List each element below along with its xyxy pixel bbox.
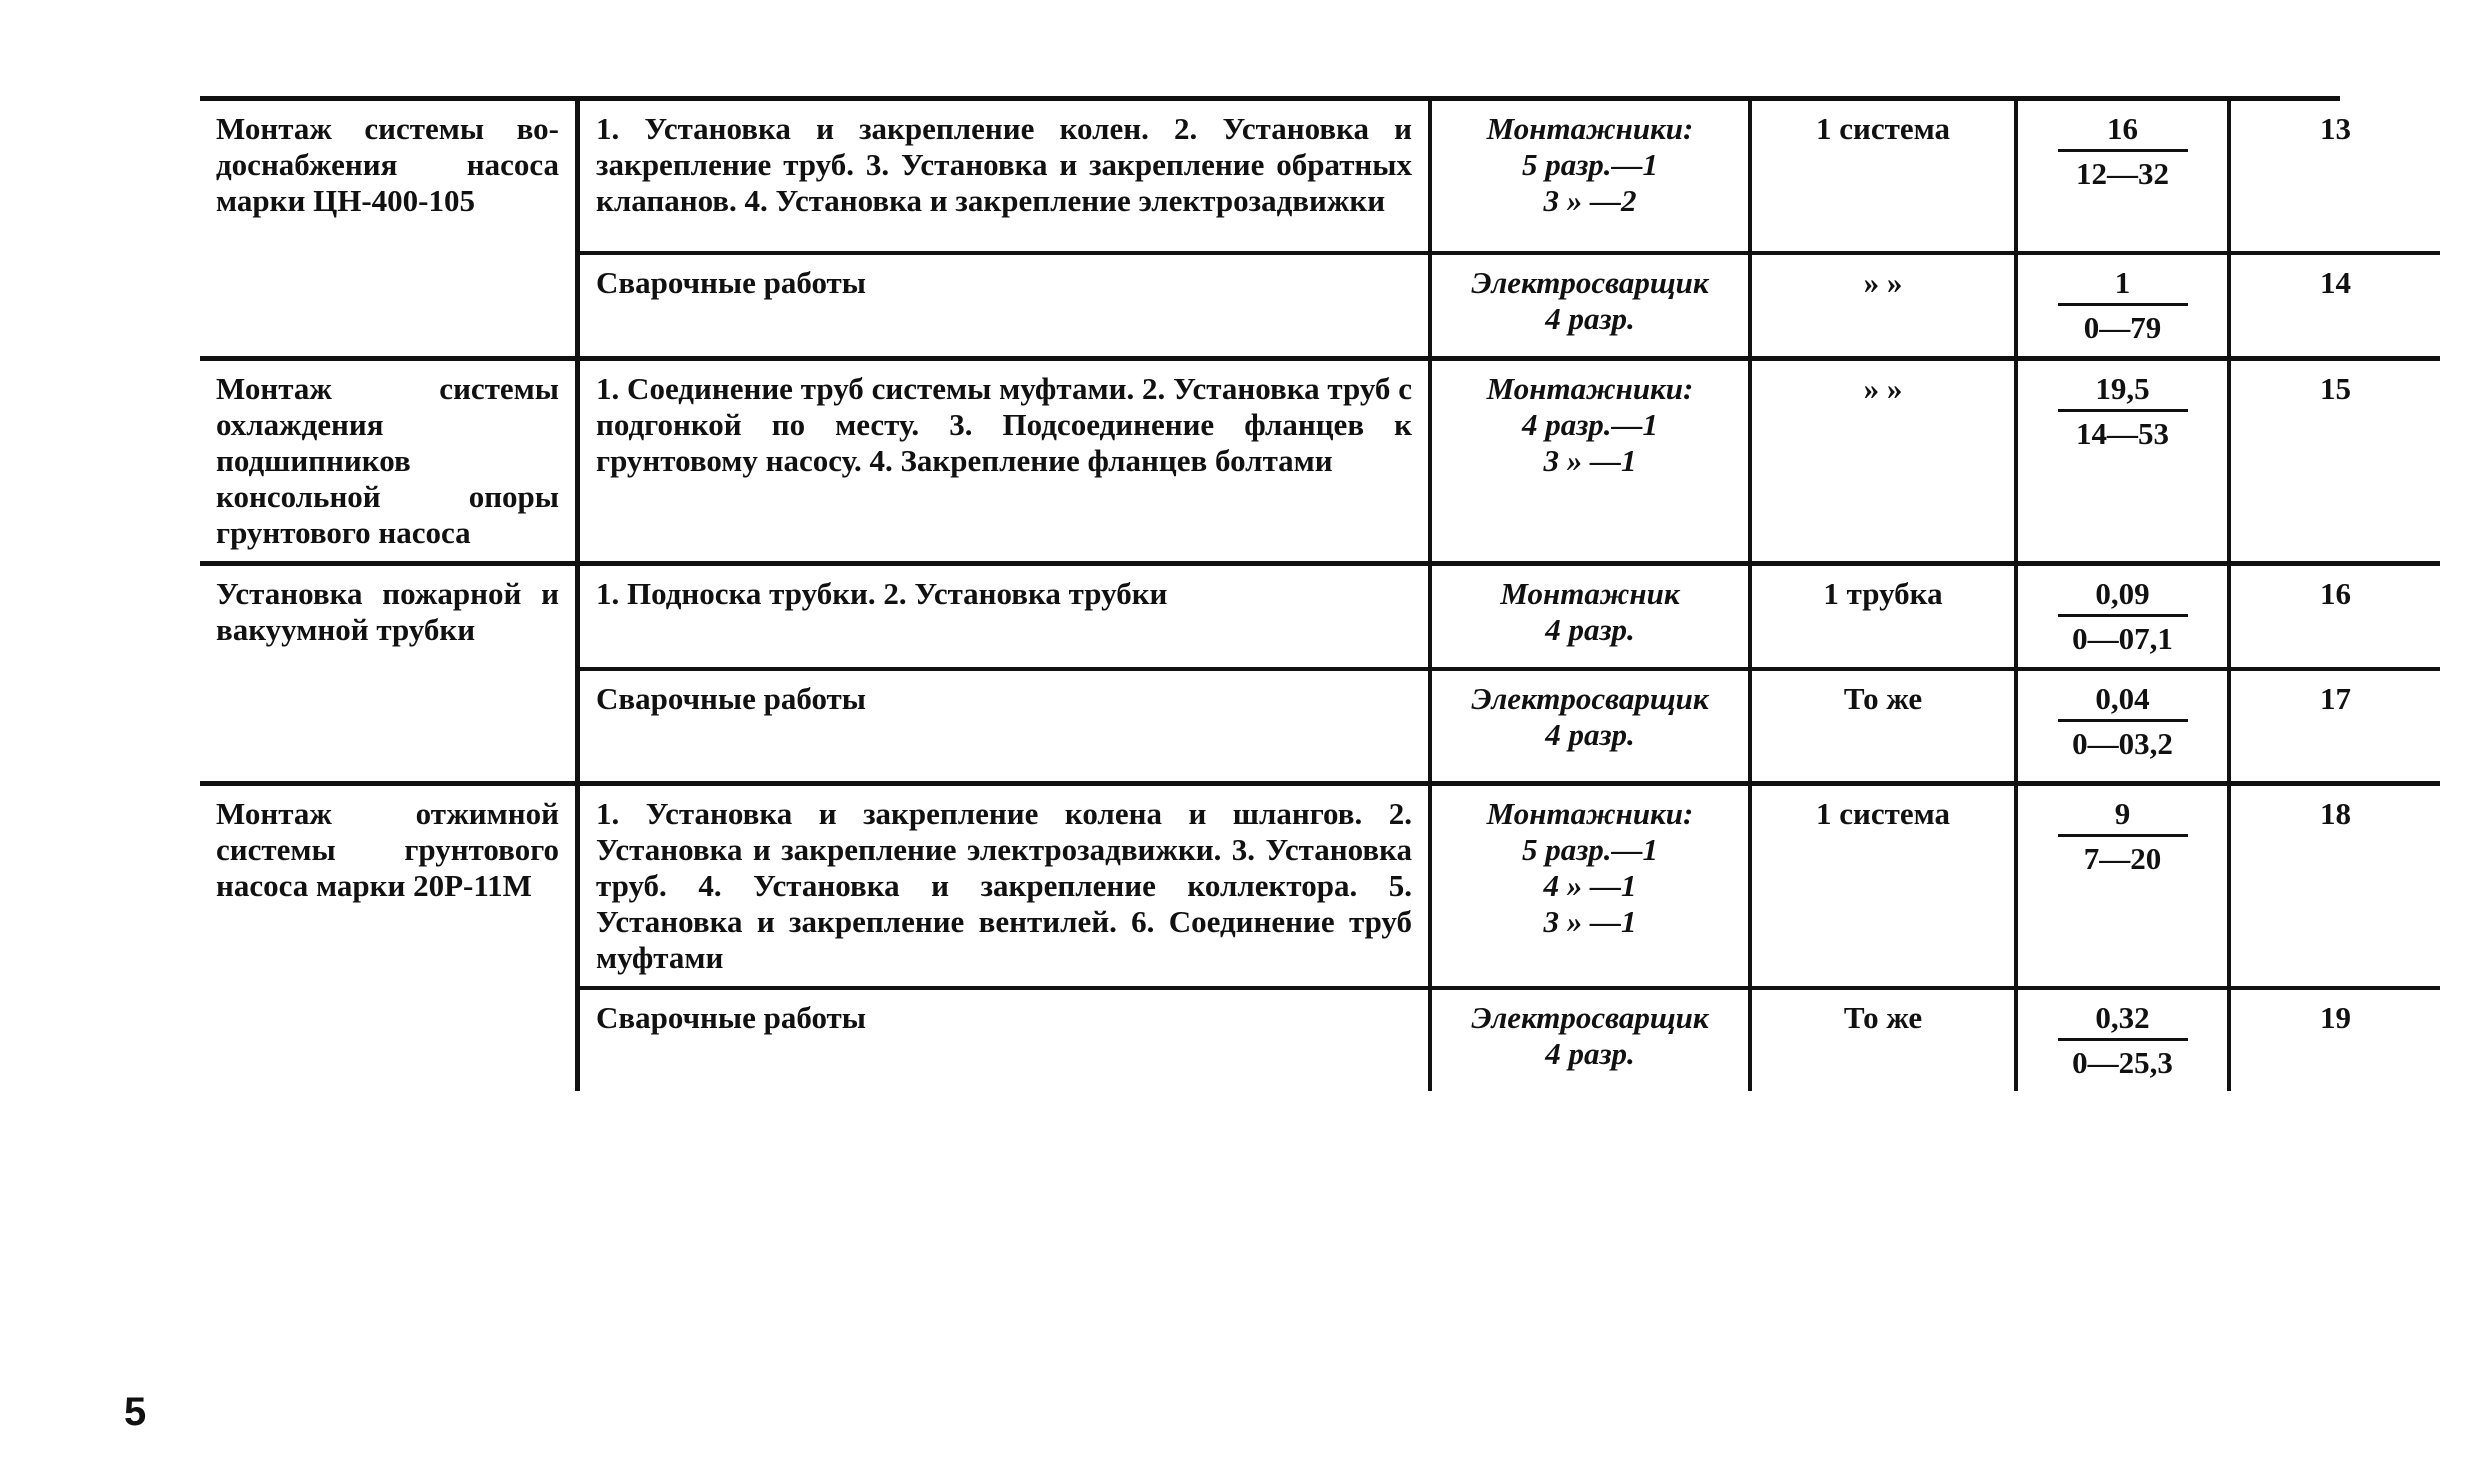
worker-line: 4 разр. <box>1545 612 1635 647</box>
norm-fraction <box>2058 796 2188 877</box>
norm-cell <box>2014 671 2227 781</box>
worker-line: 3 » —1 <box>1543 443 1637 478</box>
norm-fraction <box>2058 681 2188 762</box>
norm-cell <box>2014 101 2227 251</box>
norm-price: 0—79 <box>2083 310 2162 345</box>
operation-cell: Монтаж системы во-доснабжения насоса марки ЦН-400-105 <box>216 111 559 218</box>
norm-time: 0,32 <box>2058 1000 2188 1041</box>
norm-fraction <box>2058 371 2188 452</box>
norm-price: 0—25,3 <box>2072 1045 2173 1080</box>
work-description-cell: Сварочные работы <box>575 255 1428 356</box>
worker-line: Монтажник <box>1500 576 1680 611</box>
worker-line: 4 разр. <box>1545 1036 1635 1071</box>
operation-cell <box>200 990 575 1091</box>
worker-line: Монтажники: <box>1486 111 1694 146</box>
work-description-cell: Сварочные работы <box>575 990 1428 1091</box>
unit-cell: » » <box>1748 361 2014 561</box>
unit-cell: 1 трубка <box>1748 566 2014 667</box>
norms-table <box>200 96 2351 1091</box>
work-description-cell: Сварочные работы <box>575 671 1428 781</box>
norm-time: 0,04 <box>2058 681 2188 722</box>
page-number: 5 <box>124 1390 147 1434</box>
norm-cell <box>2014 786 2227 986</box>
norm-cell <box>2014 361 2227 561</box>
operation-cell: Монтаж системы охлаждения подшипников консольной опоры грунтового насоса <box>216 371 559 550</box>
worker-line: 5 разр.—1 <box>1521 832 1659 867</box>
operation-cell: Монтаж отжимной системы грунтового насоса марки 20Р-11М <box>216 796 559 903</box>
norm-time: 1 <box>2058 265 2188 306</box>
worker-line: 3 » —1 <box>1543 904 1637 939</box>
row-number-cell: 13 <box>2227 101 2440 251</box>
unit-cell: 1 система <box>1748 786 2014 986</box>
unit-cell: » » <box>1748 255 2014 356</box>
worker-line: 3 » —2 <box>1543 183 1637 218</box>
norm-price: 12—32 <box>2076 156 2169 191</box>
norm-price: 14—53 <box>2076 416 2169 451</box>
worker-line: Электросварщик <box>1471 265 1709 300</box>
row-number-cell: 17 <box>2227 671 2440 781</box>
worker-line: Электросварщик <box>1471 681 1709 716</box>
norm-cell <box>2014 566 2227 667</box>
norm-cell <box>2014 255 2227 356</box>
norm-fraction <box>2058 576 2188 657</box>
row-number-cell: 15 <box>2227 361 2440 561</box>
norm-price: 0—07,1 <box>2072 621 2173 656</box>
worker-line: 4 разр.—1 <box>1521 407 1659 442</box>
unit-cell: 1 система <box>1748 101 2014 251</box>
norm-fraction <box>2058 1000 2188 1081</box>
norm-price: 0—03,2 <box>2072 726 2173 761</box>
work-description-cell: 1. Установка и закрепление колен. 2. Установка и закрепление труб. 3. Установка и закрепление обратных клапанов. 4. Установка и закрепление электрозадвижки <box>575 101 1428 251</box>
worker-line: Монтажники: <box>1486 371 1694 406</box>
operation-cell <box>200 671 575 781</box>
worker-line: 4 разр. <box>1545 717 1635 752</box>
norm-time: 16 <box>2058 111 2188 152</box>
unit-cell: То же <box>1748 671 2014 781</box>
worker-line: 5 разр.—1 <box>1521 147 1659 182</box>
row-number-cell: 19 <box>2227 990 2440 1091</box>
work-description-cell: 1. Подноска трубки. 2. Установка трубки <box>575 566 1428 667</box>
row-number-cell: 18 <box>2227 786 2440 986</box>
unit-cell: То же <box>1748 990 2014 1091</box>
worker-line: 4 » —1 <box>1543 868 1637 903</box>
operation-cell <box>200 255 575 356</box>
norm-time: 9 <box>2058 796 2188 837</box>
work-description-cell: 1. Установка и закрепление колена и шлангов. 2. Установка и закрепление электрозадвижки. 3. Установка труб. 4. Установка и закрепление коллектора. 5. Установка и закрепление вентилей. 6. Соединение труб муфтами <box>575 786 1428 986</box>
worker-line: Электросварщик <box>1471 1000 1709 1035</box>
norm-price: 7—20 <box>2083 841 2162 876</box>
workers-cell <box>1428 566 1748 667</box>
operation-cell: Установка пожарной и вакуумной трубки <box>216 576 559 647</box>
norm-time: 0,09 <box>2058 576 2188 617</box>
norm-time: 19,5 <box>2058 371 2188 412</box>
norm-fraction <box>2058 111 2188 192</box>
workers-cell <box>1428 990 1748 1091</box>
workers-cell <box>1428 361 1748 561</box>
workers-cell <box>1428 671 1748 781</box>
workers-cell <box>1428 255 1748 356</box>
row-number-cell: 16 <box>2227 566 2440 667</box>
workers-cell <box>1428 101 1748 251</box>
row-number-cell: 14 <box>2227 255 2440 356</box>
worker-line: 4 разр. <box>1545 301 1635 336</box>
workers-cell <box>1428 786 1748 986</box>
norm-fraction <box>2058 265 2188 346</box>
work-description-cell: 1. Соединение труб системы муфтами. 2. Установка труб с подгонкой по месту. 3. Подсоединение фланцев к грунтовому насосу. 4. Закрепление фланцев болтами <box>575 361 1428 561</box>
worker-line: Монтажники: <box>1486 796 1694 831</box>
norm-cell <box>2014 990 2227 1091</box>
